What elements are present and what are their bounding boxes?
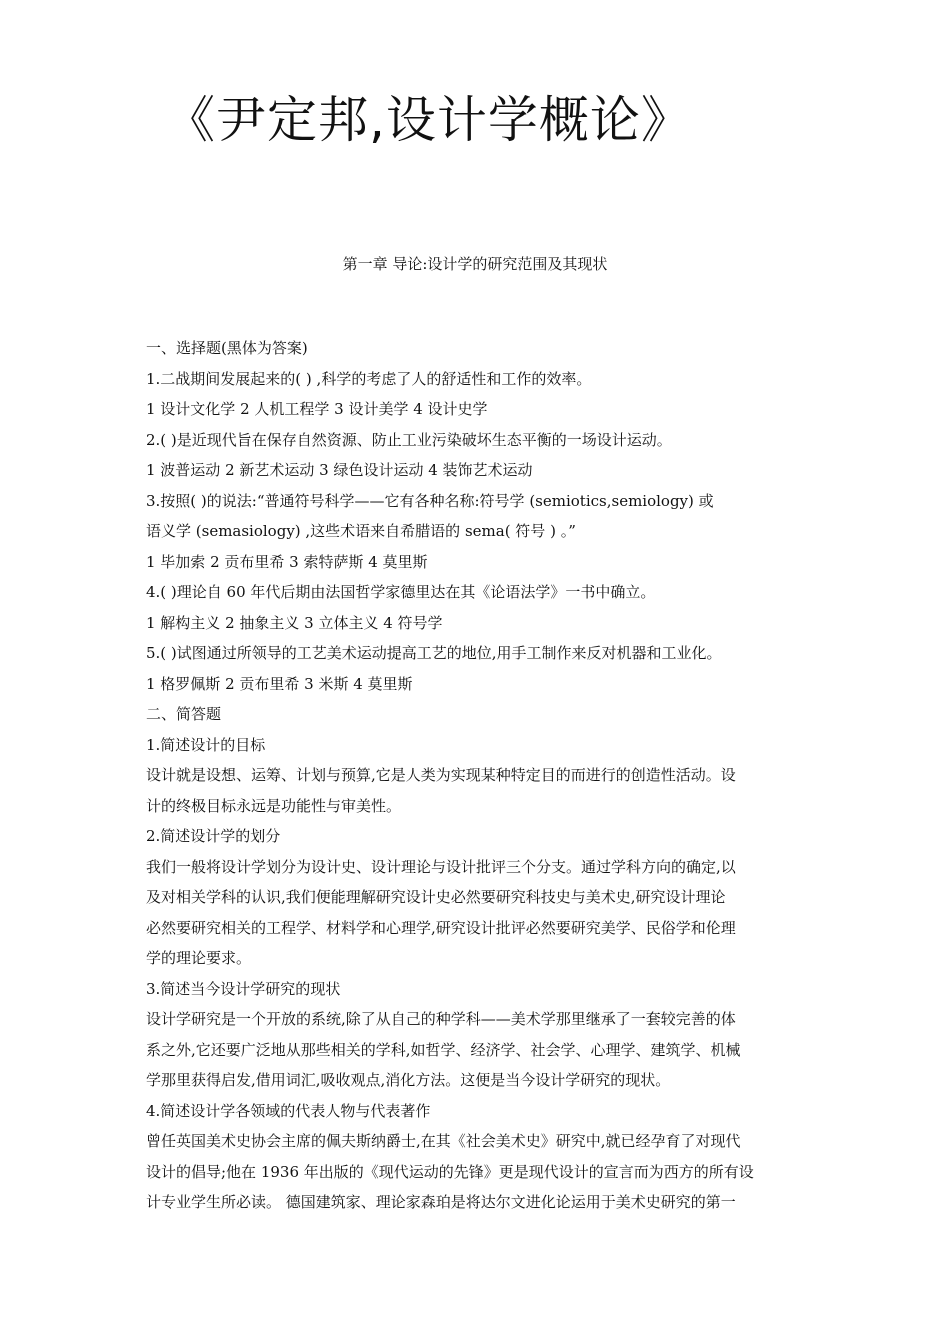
text-line: 1 毕加索 2 贡布里希 3 索特萨斯 4 莫里斯 [146, 552, 428, 571]
text-line: 2.( )是近现代旨在保存自然资源、防止工业污染破坏生态平衡的一场设计运动。 [146, 430, 672, 449]
text-line: 计的终极目标永远是功能性与审美性。 [146, 796, 402, 815]
text-line: 曾任英国美术史协会主席的佩夫斯纳爵士,在其《社会美术史》研究中,就已经孕育了对现代 [146, 1132, 741, 1150]
text-line: 5.( )试图通过所领导的工艺美术运动提高工艺的地位,用手工制作来反对机器和工业化。 [146, 644, 722, 662]
text-line: 3.按照( )的说法:“普通符号科学——它有各种名称:符号学 (semiotics,semiology) 或 [146, 491, 714, 510]
text-line: 必然要研究相关的工程学、材料学和心理学,研究设计批评必然要研究美学、民俗学和伦理 [146, 918, 736, 937]
text-line: 1 设计文化学 2 人机工程学 3 设计美学 4 设计史学 [146, 400, 488, 418]
text-line: 1.简述设计的目标 [146, 735, 266, 754]
text-line: 二、简答题 [146, 705, 222, 723]
text-line: 设计就是设想、运筹、计划与预算,它是人类为实现某种特定目的而进行的创造性活动。设 [146, 766, 736, 784]
text-line: 3.简述当今设计学研究的现状 [146, 979, 341, 998]
text-line: 及对相关学科的认识,我们便能理解研究设计史必然要研究科技史与美术史,研究设计理论 [146, 888, 726, 906]
text-line: 语义学 (semasiology) ,这些术语来自希腊语的 sema( 符号 ) 。” [146, 522, 576, 540]
chapter-heading: 第一章 导论:设计学的研究范围及其现状 [342, 255, 608, 273]
text-line: 1 格罗佩斯 2 贡布里希 3 米斯 4 莫里斯 [146, 674, 413, 693]
text-line: 4.简述设计学各领域的代表人物与代表著作 [146, 1101, 431, 1120]
text-line: 我们一般将设计学划分为设计史、设计理论与设计批评三个分支。通过学科方向的确定,以 [146, 857, 736, 876]
text-line: 设计的倡导;他在 1936 年出版的《现代运动的先锋》更是现代设计的宣言而为西方的所有设 [146, 1162, 754, 1181]
document-title: 《尹定邦,设计学概论》 [165, 91, 692, 149]
text-line: 一、选择题(黑体为答案) [146, 339, 308, 357]
text-line: 学那里获得启发,借用词汇,吸收观点,消化方法。这便是当今设计学研究的现状。 [146, 1071, 671, 1089]
text-line: 1 解构主义 2 抽象主义 3 立体主义 4 符号学 [146, 613, 443, 632]
body-text [146, 333, 806, 1218]
text-line: 4.( )理论自 60 年代后期由法国哲学家德里达在其《论语法学》一书中确立。 [146, 583, 656, 601]
text-line: 系之外,它还要广泛地从那些相关的学科,如哲学、经济学、社会学、心理学、建筑学、机械 [146, 1040, 741, 1059]
text-line: 1 波普运动 2 新艺术运动 3 绿色设计运动 4 装饰艺术运动 [146, 461, 533, 479]
text-line: 计专业学生所必读。 德国建筑家、理论家森珀是将达尔文进化论运用于美术史研究的第一 [146, 1193, 736, 1211]
text-line: 设计学研究是一个开放的系统,除了从自己的种学科——美术学那里继承了一套较完善的体 [146, 1010, 736, 1028]
text-line: 1.二战期间发展起来的( ) ,科学的考虑了人的舒适性和工作的效率。 [146, 369, 592, 388]
text-line: 学的理论要求。 [146, 949, 252, 967]
text-line: 2.简述设计学的划分 [146, 827, 281, 845]
